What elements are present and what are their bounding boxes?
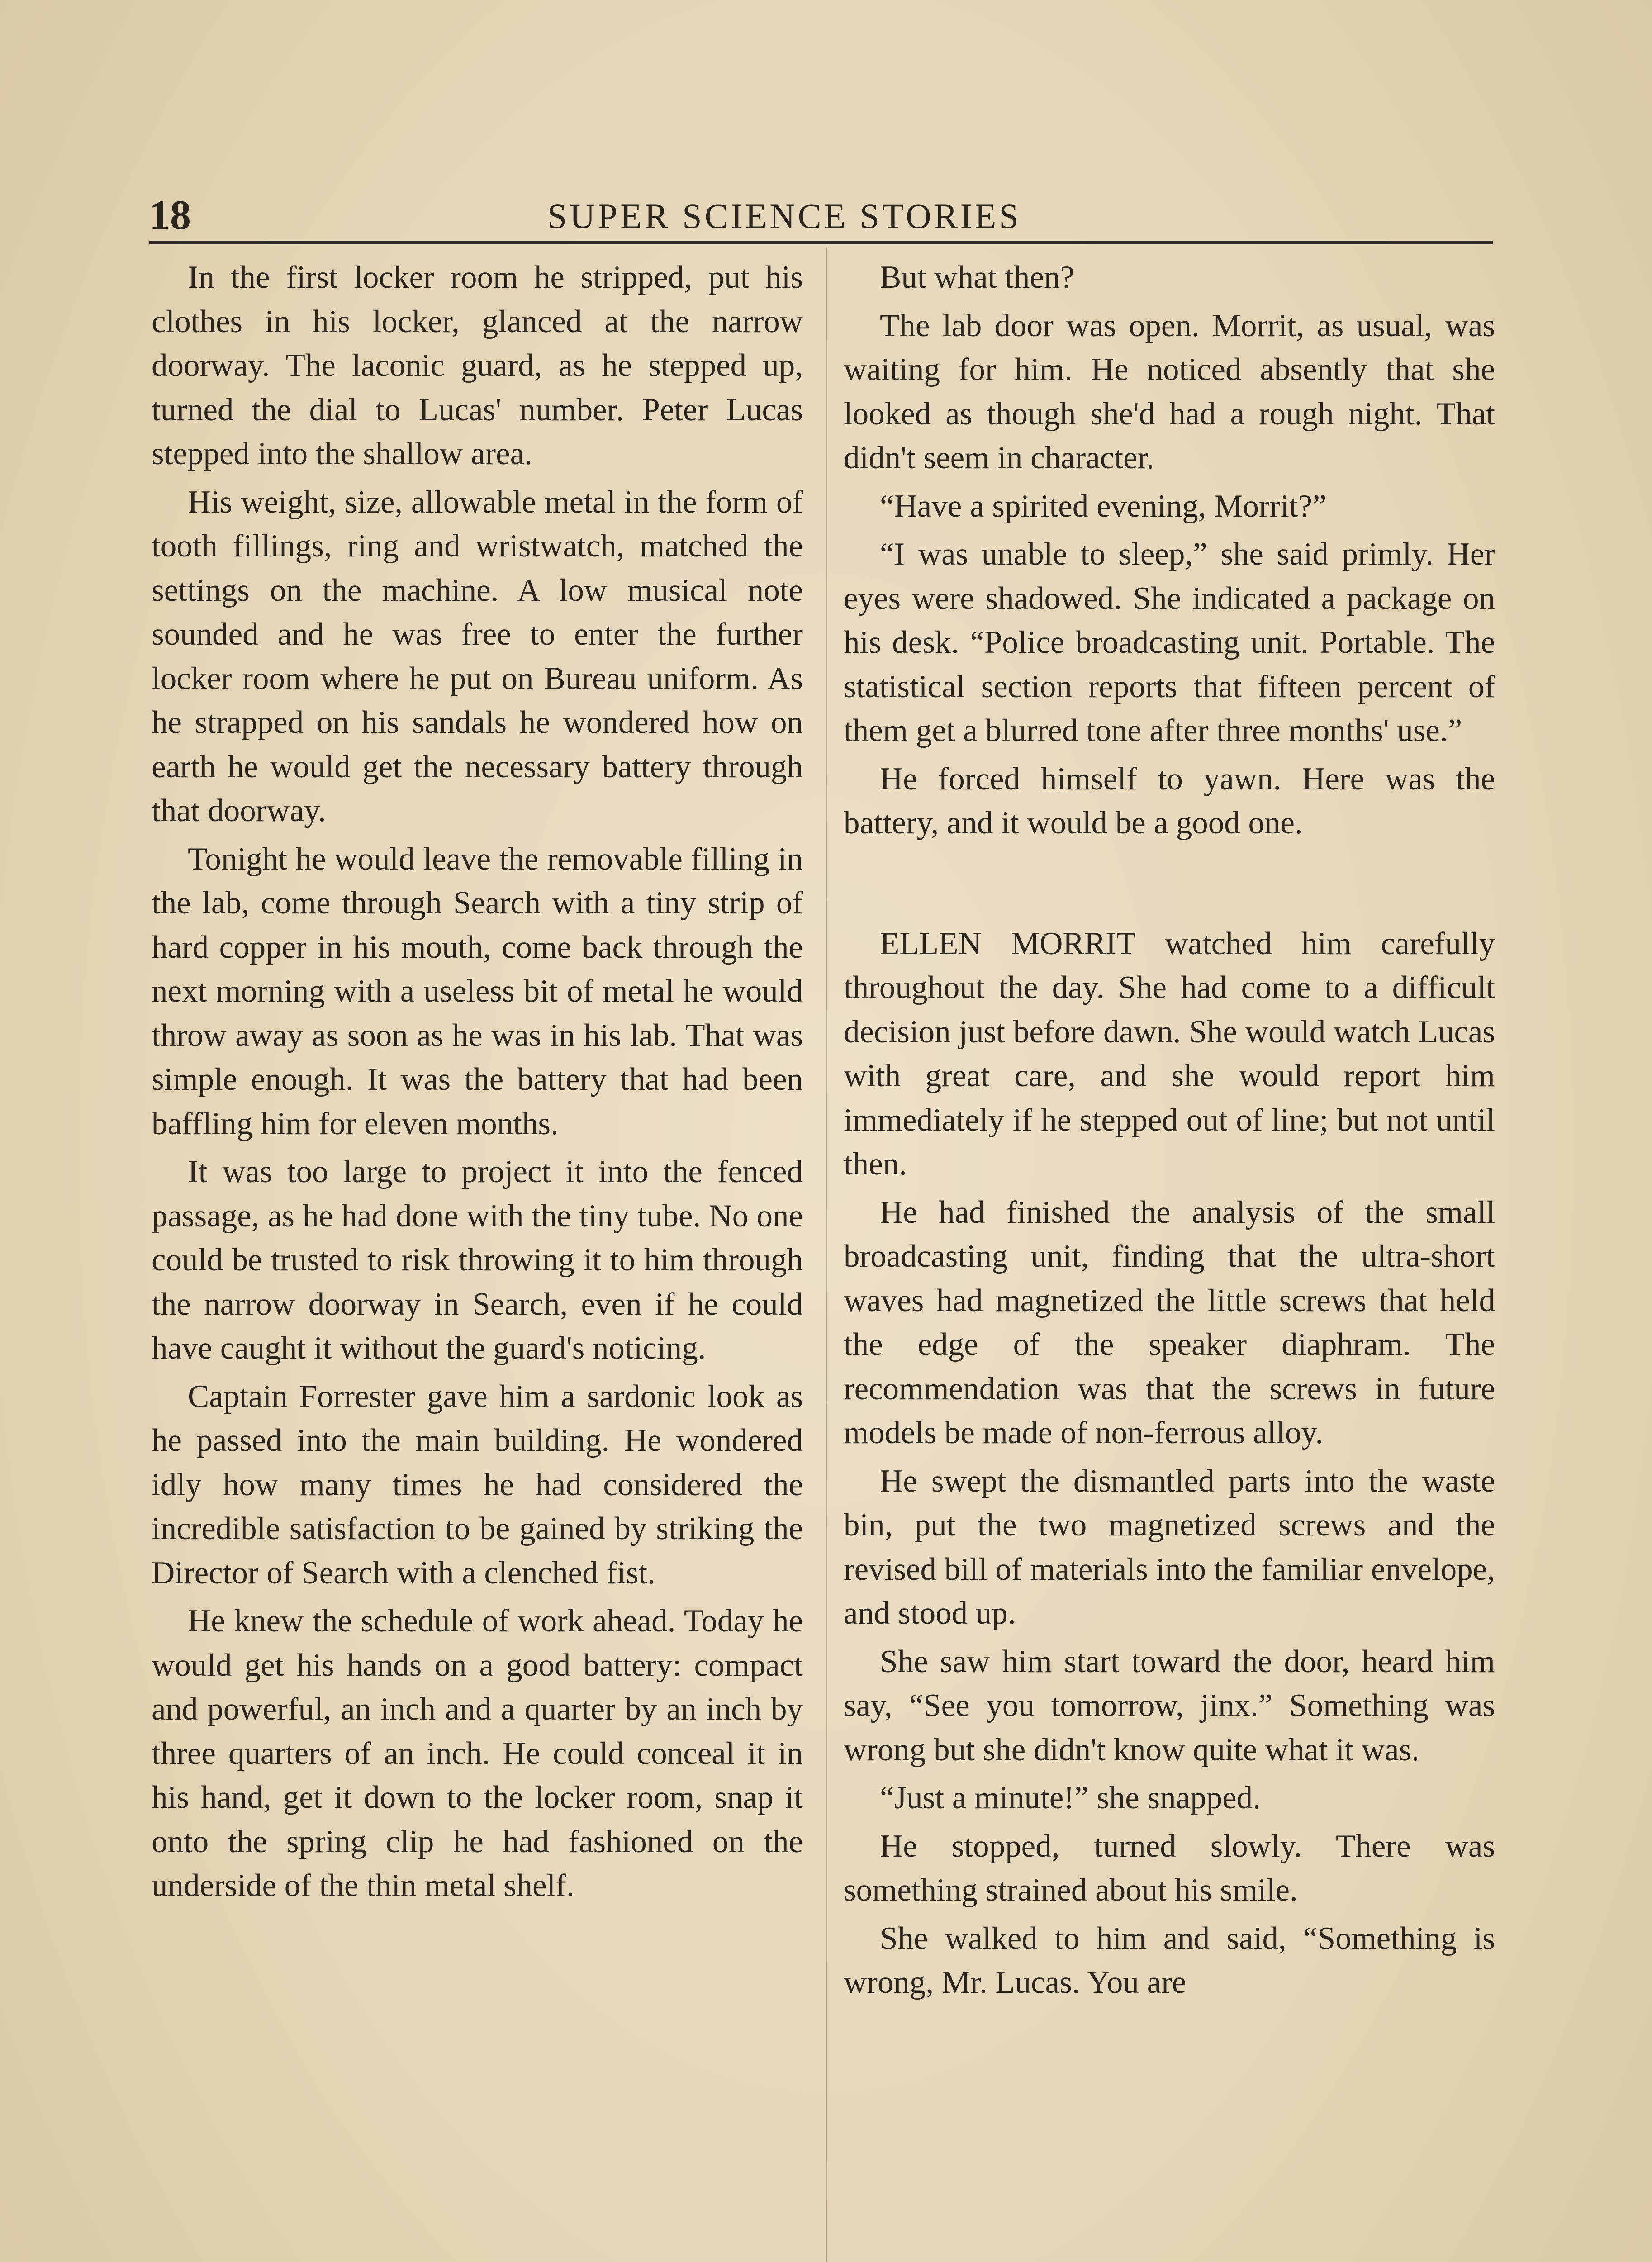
- paragraph: He forced himself to yawn. Here was the battery, and it would be a good one.: [844, 761, 1495, 841]
- paragraph: He stopped, turned slowly. There was something strained about his smile.: [844, 1828, 1495, 1908]
- paragraph: It was too large to project it into the fenced passage, as he had done with the tiny tube. No one could be trusted to risk throwing it to him through the narrow doorway in Search, even if he could have caught it without the guard's noticing.: [152, 1154, 803, 1366]
- paragraph: Captain Forrester gave him a sardonic look as he passed into the main building. He wondered idly how many times he had considered the incredible satisfaction to be gained by striking the Director of Search with a clenched fist.: [152, 1378, 803, 1591]
- paragraph: He had finished the analysis of the small broadcasting unit, finding that the ultra-short waves had magnetized the little screws that held the edge of the speaker diaphram. The recommendation was that the screws in future models be made of non-ferrous alloy.: [844, 1194, 1495, 1450]
- paragraph: In the first locker room he stripped, put his clothes in his locker, glanced at the narrow doorway. The laconic guard, as he stepped up, turned the dial to Lucas' number. Peter Lucas stepped into the shallow area.: [152, 260, 803, 471]
- header-rule: [149, 241, 1493, 244]
- paragraph: “Have a spirited evening, Morrit?”: [880, 488, 1327, 524]
- paragraph: But what then?: [880, 260, 1074, 295]
- left-column: [152, 256, 803, 1912]
- running-head: SUPER SCIENCE STORIES: [547, 196, 1021, 236]
- paragraph: He swept the dismantled parts into the waste bin, put the two magnetized screws and the revised bill of materials into the familiar envelope, and stood up.: [844, 1463, 1495, 1631]
- paragraph: She walked to him and said, “Something is wrong, Mr. Lucas. You are: [844, 1920, 1495, 2000]
- paragraph: She saw him start toward the door, heard him say, “See you tomorrow, jinx.” Something was wrong but she didn't know quite what it was.: [844, 1644, 1495, 1768]
- paragraph: His weight, size, allowable metal in the form of tooth fillings, ring and wristwatch, matched the settings on the machine. A low musical note sounded and he was free to enter the further locker room where he put on Bureau uniform. As he strapped on his sandals he wondered how on earth he would get the necessary battery through that doorway.: [152, 484, 803, 828]
- paragraph: He knew the schedule of work ahead. Today he would get his hands on a good battery: compact and powerful, an inch and a quarter by an inch by three quarters of an inch. He could conceal it in his hand, get it down to the locker room, snap it onto the spring clip he had fashioned on the underside of the thin metal shelf.: [152, 1603, 803, 1903]
- right-column: [844, 256, 1495, 2009]
- paragraph: ELLEN MORRIT watched him carefully throughout the day. She had come to a difficult decision just before dawn. She would watch Lucas with great care, and she would report him immediately if he stepped out of line; but not until then.: [844, 926, 1495, 1182]
- paragraph: Tonight he would leave the removable filling in the lab, come through Search with a tiny strip of hard copper in his mouth, come back through the next morning with a useless bit of metal he would throw away as soon as he was in his lab. That was simple enough. It was the battery that had been baffling him for eleven months.: [152, 841, 803, 1141]
- section-break: [844, 850, 1495, 922]
- paragraph: The lab door was open. Morrit, as usual, was waiting for him. He noticed absently that she looked as though she'd had a rough night. That didn't seem in character.: [844, 308, 1495, 475]
- column-divider: [826, 247, 827, 2262]
- paragraph: “Just a minute!” she snapped.: [880, 1780, 1261, 1815]
- page-header: [149, 183, 1493, 242]
- paragraph: “I was unable to sleep,” she said primly. Her eyes were shadowed. She indicated a package on his desk. “Police broadcasting unit. Portable. The statistical section reports that fifteen percent of them get a blurred tone after three months' use.”: [844, 537, 1495, 748]
- page-number: 18: [149, 192, 191, 238]
